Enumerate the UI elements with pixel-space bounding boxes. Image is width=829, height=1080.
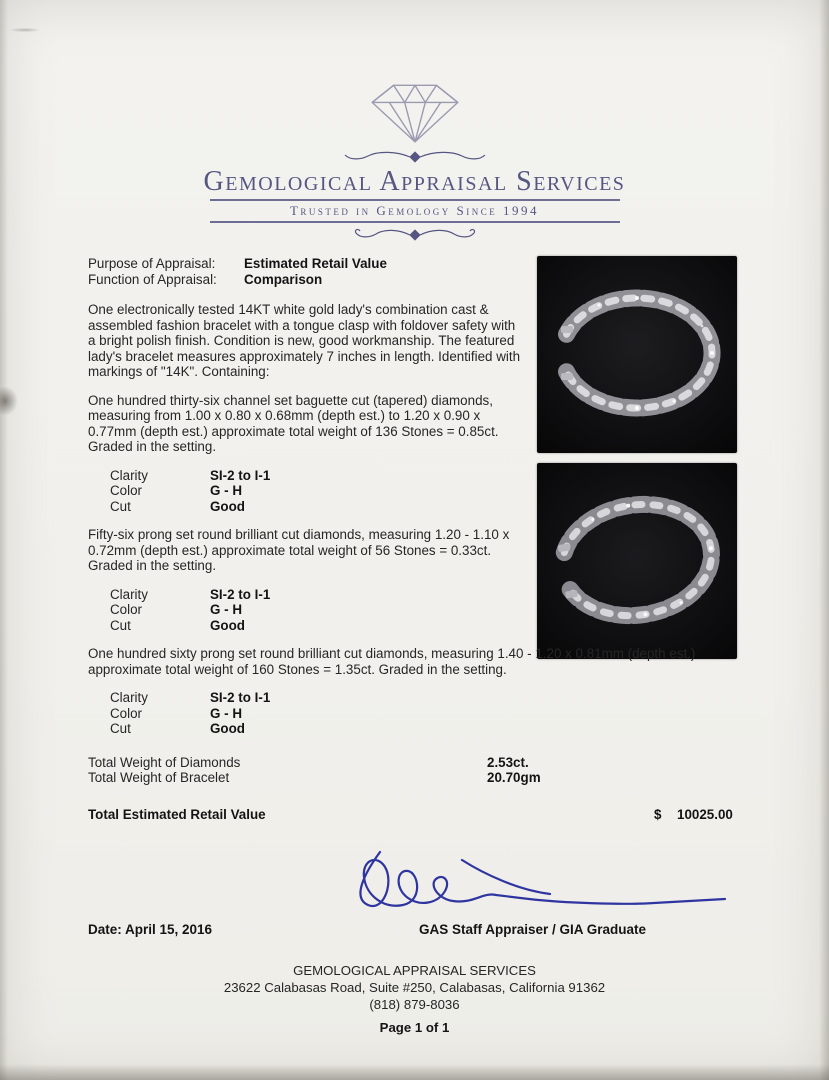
letterhead [0, 76, 829, 244]
grade-label: Cut [110, 498, 131, 514]
grade-label: Cut [110, 617, 131, 633]
scroll-flourish-icon [0, 149, 829, 165]
purpose-row [88, 256, 744, 272]
header-rule-bottom [210, 221, 620, 223]
total-bracelet-label: Total Weight of Bracelet [88, 770, 230, 785]
total-diamonds-row [88, 755, 744, 771]
stone-group-3-grades [110, 690, 744, 737]
function-value: Comparison [244, 271, 323, 287]
grade-value: G - H [210, 483, 242, 498]
grade-row [110, 468, 744, 484]
function-label: Function of Appraisal: [88, 271, 217, 287]
grade-label: Color [110, 705, 142, 721]
grade-row [110, 690, 744, 706]
total-diamonds-value: 2.53ct. [487, 754, 529, 770]
grade-label: Clarity [110, 586, 148, 602]
purpose-label: Purpose of Appraisal: [88, 256, 216, 271]
org-tagline: Trusted in Gemology Since 1994 [289, 203, 540, 218]
appraiser-signature [322, 842, 737, 924]
total-bracelet-value: 20.70gm [487, 770, 541, 785]
grade-value: Good [210, 498, 245, 514]
stone-group-3-description: One hundred sixty prong set round brilliant cut diamonds, measuring 1.40 - 1.20 x 0.81mm (depth est.) approximate total weight of 160 Stones = 1.35ct. Graded in the setting. [88, 646, 696, 677]
stone-group-1-grades [110, 468, 744, 515]
purpose-value: Estimated Retail Value [244, 256, 387, 271]
stone-group-2-grades [110, 587, 744, 634]
currency-symbol: $ [654, 806, 662, 822]
grade-label: Color [110, 483, 142, 498]
function-row [88, 272, 744, 288]
scroll-flourish-icon [0, 226, 829, 244]
total-retail-amount: 10025.00 [677, 806, 733, 822]
stone-group-1-description: One hundred thirty-six channel set baguette cut (tapered) diamonds, measuring from 1.00 x 0.80 x 0.68mm (depth est.) to 1.20 x 0.90 x 0.77mm (depth est.) approximate total weight of 136 Stones = 0.85ct. Graded in the setting. [88, 392, 499, 454]
grade-row [110, 706, 744, 722]
date-label: Date: April 15, 2016 [88, 922, 213, 937]
grade-label: Color [110, 602, 142, 617]
grade-row [110, 587, 744, 603]
grade-value: G - H [210, 705, 242, 721]
footer-address: 23622 Calabasas Road, Suite #250, Calabasas, California 91362 [223, 980, 606, 995]
total-diamonds-label: Total Weight of Diamonds [88, 754, 241, 770]
grade-value: G - H [210, 602, 242, 617]
appraiser-title-label: GAS Staff Appraiser / GIA Graduate [419, 922, 647, 937]
scan-edge-shadow [0, 1064, 829, 1080]
stone-group-2-description: Fifty-six prong set round brilliant cut diamonds, measuring 1.20 - 1.10 x 0.72mm (depth est.) approximate total weight of 56 Stones = 0.33ct. Graded in the setting. [88, 527, 510, 573]
scan-mark [10, 28, 40, 32]
grade-value: Good [210, 617, 245, 633]
grade-label: Cut [110, 721, 131, 736]
diamond-outline-icon [0, 76, 829, 146]
grade-row [110, 483, 744, 499]
total-bracelet-row [88, 770, 744, 786]
grade-row [110, 721, 744, 737]
item-description-intro: One electronically tested 14KT white gold lady's combination cast & assembled fashion bracelet with a tongue clasp with foldover safety with a bright polish finish. Condition is new, good workmanship. The featured lady's bracelet measures approximately 7 inches in length. Identified with markings of "14K". Containing: [88, 302, 521, 379]
grade-row [110, 602, 744, 618]
grade-value: SI-2 to I-1 [210, 690, 271, 705]
footer [0, 962, 829, 1036]
grade-value: SI-2 to I-1 [210, 586, 271, 602]
grade-value: Good [210, 721, 245, 736]
footer-phone: (818) 879-8036 [369, 997, 460, 1012]
total-retail-row [88, 807, 744, 823]
footer-org-name: GEMOLOGICAL APPRAISAL SERVICES [293, 963, 536, 978]
grade-value: SI-2 to I-1 [210, 467, 271, 483]
grade-row [110, 499, 744, 515]
grade-row [110, 618, 744, 634]
grade-label: Clarity [110, 690, 148, 705]
org-title: Gemological Appraisal Services [203, 166, 626, 197]
page-number: Page 1 of 1 [379, 1020, 450, 1035]
grade-label: Clarity [110, 467, 148, 483]
appraisal-body [88, 256, 744, 823]
total-retail-label: Total Estimated Retail Value [88, 806, 266, 822]
header-rule-top [210, 199, 620, 201]
totals-block [88, 755, 744, 786]
